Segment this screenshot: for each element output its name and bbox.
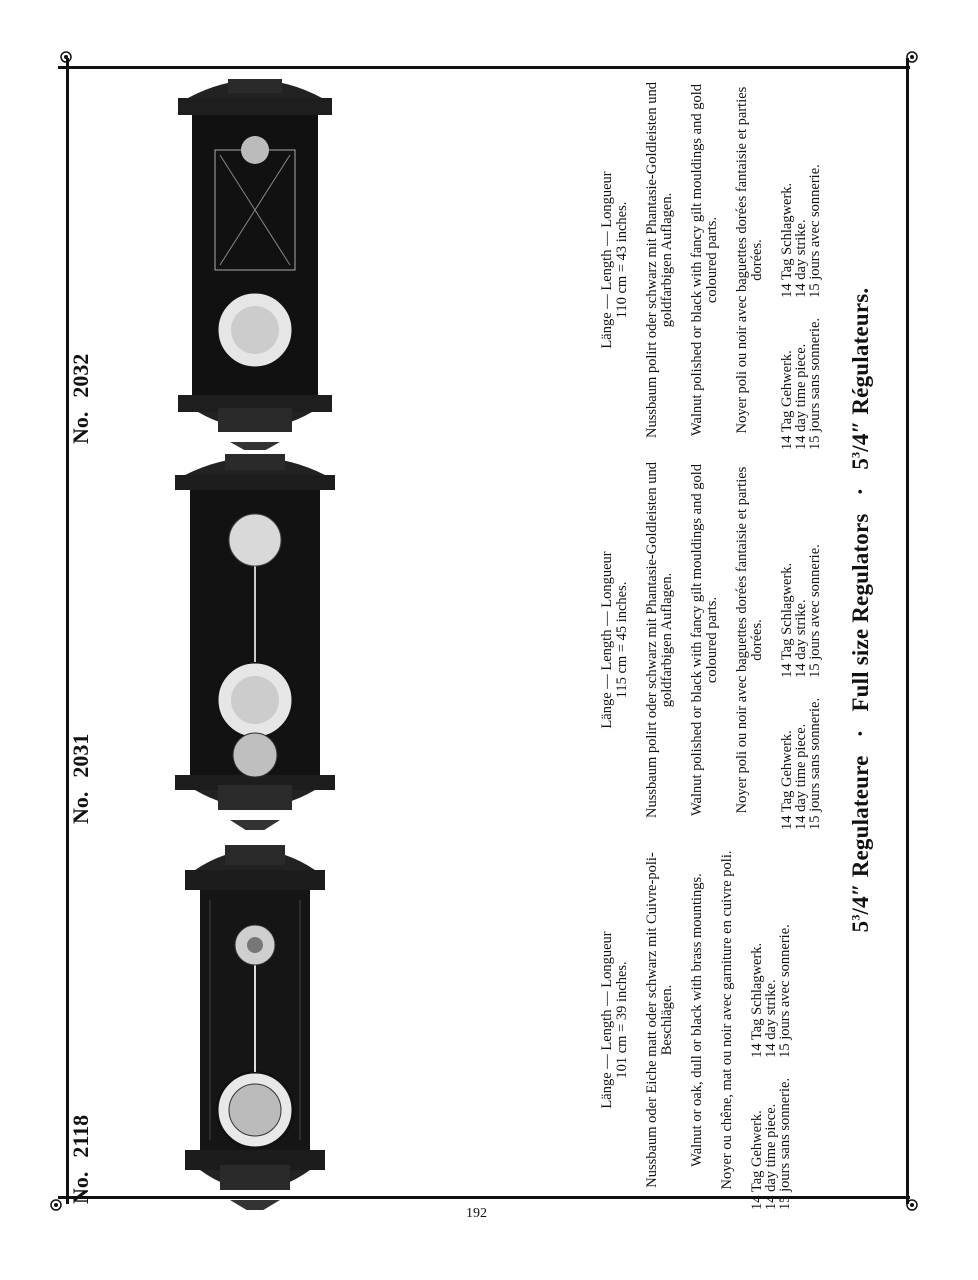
heading-separator: · [848,487,873,496]
corner-ornament-icon [59,50,73,64]
length-label: Länge — Length — Longueur [599,931,615,1109]
description-german: Nussbaum polirt oder schwarz mit Phantasie-Goldleisten und goldfarbigen Auflagen. [644,462,675,818]
strike-option: 14 Tag Schlagwerk. 14 day strike. 15 jours avec sonnerie. [779,164,823,298]
movement-options [780,70,822,450]
time-piece-option: 14 Tag Gehwerk. 14 day time piece. 15 jours sans sonnerie. [749,1077,793,1210]
heading-german: $5^3/4''$ Regulateure [848,755,873,933]
time-piece-option: 14 Tag Gehwerk. 14 day time piece. 15 jours sans sonnerie. [779,697,823,830]
length-label: Länge — Length — Longueur [599,171,615,349]
strike-option: 14 Tag Schlagwerk. 14 day strike. 15 jours avec sonnerie. [779,544,823,678]
model-2032-description [600,70,822,450]
clock-model-2031 [70,450,540,830]
rotated-catalogue-page [70,70,910,1210]
heading-french: $5^3/4''$ Régulateurs. [848,287,873,470]
size-value: 101 cm = 39 inches. [614,961,630,1079]
description-french: Noyer ou chêne, mat ou noir avec garniture en cuivre poli. [719,850,735,1190]
page-number: 192 [466,1206,487,1221]
heading-english: Full size Regulators [848,513,873,712]
strike-option: 14 Tag Schlagwerk. 14 day strike. 15 jours avec sonnerie. [749,924,793,1058]
description-english: Walnut polished or black with fancy gilt mouldings and gold coloured parts. [689,464,720,817]
description-german: Nussbaum polirt oder schwarz mit Phantasie-Goldleisten und goldfarbigen Auflagen. [644,82,675,438]
model-number: No.2118 [68,1114,93,1204]
description-english: Walnut or oak, dull or black with brass mountings. [689,873,705,1167]
corner-ornament-icon [905,50,919,64]
movement-options [750,830,792,1210]
model-2031-description [600,450,822,830]
description-french: Noyer poli ou noir avec baguettes dorées fantaisie et parties dorées. [734,466,765,814]
heading-separator: · [848,729,873,738]
clock-model-2032 [70,70,540,450]
description-french: Noyer poli ou noir avec baguettes dorées fantaisie et parties dorées. [734,86,765,434]
model-2118-description [600,830,792,1210]
frame-left-rule [66,58,69,1204]
time-piece-option: 14 Tag Gehwerk. 14 day time piece. 15 jours sans sonnerie. [779,317,823,450]
regulator-clock-illustration [100,830,560,1210]
model-number: No.2031 [68,733,93,824]
corner-ornament-icon [49,1198,63,1212]
movement-options [780,450,822,830]
length-label: Länge — Length — Longueur [599,551,615,729]
description-german: Nussbaum oder Eiche matt oder schwarz mit Cuivre-poli-Beschlägen. [644,852,675,1188]
regulator-clock-illustration [100,70,560,450]
frame-top-rule [58,66,910,69]
regulator-clock-illustration [100,450,560,830]
page-heading [848,70,874,1150]
description-english: Walnut polished or black with fancy gilt mouldings and gold coloured parts. [689,84,720,437]
clock-model-2118 [70,830,540,1210]
size-value: 110 cm = 43 inches. [614,201,630,319]
model-number: No.2032 [68,353,93,444]
size-value: 115 cm = 45 inches. [614,581,630,699]
